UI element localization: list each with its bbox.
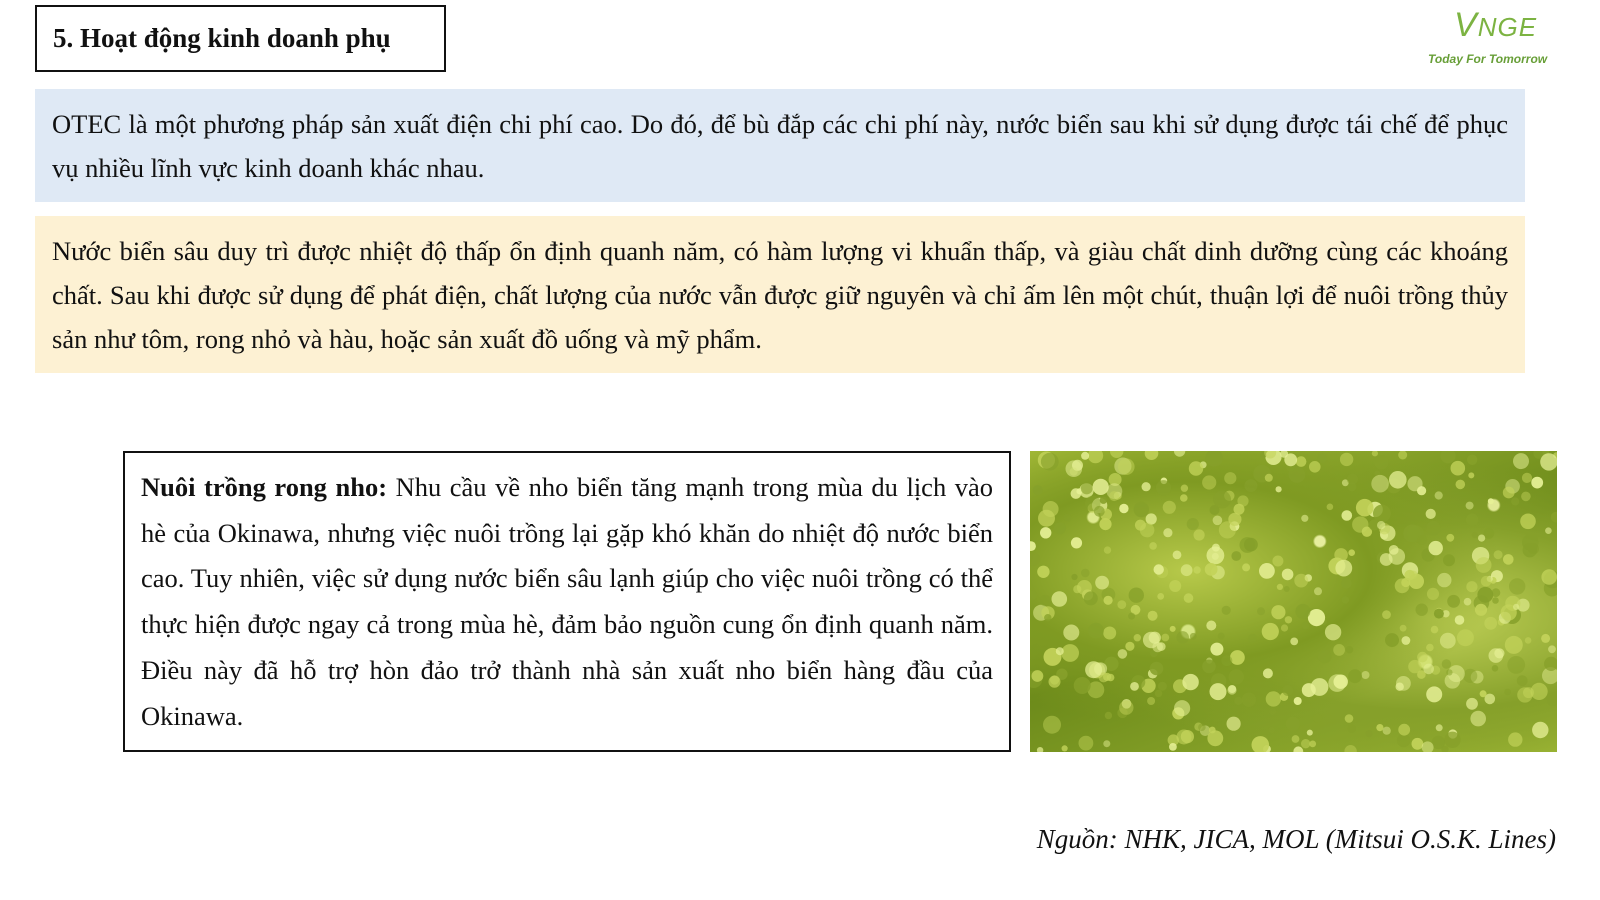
details-panel [35, 216, 1525, 373]
source-citation: Nguồn: NHK, JICA, MOL (Mitsui O.S.K. Lines) [1036, 824, 1556, 854]
logo-mark [1454, 6, 1537, 45]
sea-grapes-photo [1030, 451, 1557, 752]
logo-mark-rest: NGE [1477, 12, 1538, 42]
details-text: Nước biển sâu duy trì được nhiệt độ thấp ổn định quanh năm, có hàm lượng vi khuẩn thấp, và giàu chất dinh dưỡng cùng các khoáng chất. Sau khi được sử dụng để phát điện, chất lượng của nước vẫn được giữ nguyên và chỉ ấm lên một chút, thuận lợi để nuôi trồng thủy sản như tôm, rong nhỏ và hàu, hoặc sản xuất đồ uống và mỹ phẩm. [52, 236, 1508, 354]
case-study-lead: Nuôi trồng rong nho: [141, 472, 388, 502]
section-title-box [35, 5, 446, 72]
vnge-logo [1424, 4, 1564, 74]
logo-tagline: Today For Tomorrow [1428, 52, 1548, 66]
case-study-text: Nhu cầu về nho biển tăng mạnh trong mùa du lịch vào hè của Okinawa, nhưng việc nuôi trồng lại gặp khó khăn do nhiệt độ nước biển cao. Tuy nhiên, việc sử dụng nước biển sâu lạnh giúp cho việc nuôi trồng có thể thực hiện được ngay cả trong mùa hè, đảm bảo nguồn cung ổn định quanh năm. Điều này đã hỗ trợ hòn đảo trở thành nhà sản xuất nho biển hàng đầu của Okinawa. [141, 472, 994, 731]
sea-grapes-texture [1030, 451, 1557, 752]
page-title: 5. Hoạt động kinh doanh phụ [53, 23, 391, 53]
intro-panel [35, 89, 1525, 202]
case-study-box [123, 451, 1011, 752]
logo-mark-initial: V [1454, 6, 1478, 44]
intro-text: OTEC là một phương pháp sản xuất điện chi phí cao. Do đó, để bù đắp các chi phí này, nước biển sau khi sử dụng được tái chế để phục vụ nhiều lĩnh vực kinh doanh khác nhau. [52, 109, 1508, 183]
case-study-paragraph [141, 465, 993, 739]
